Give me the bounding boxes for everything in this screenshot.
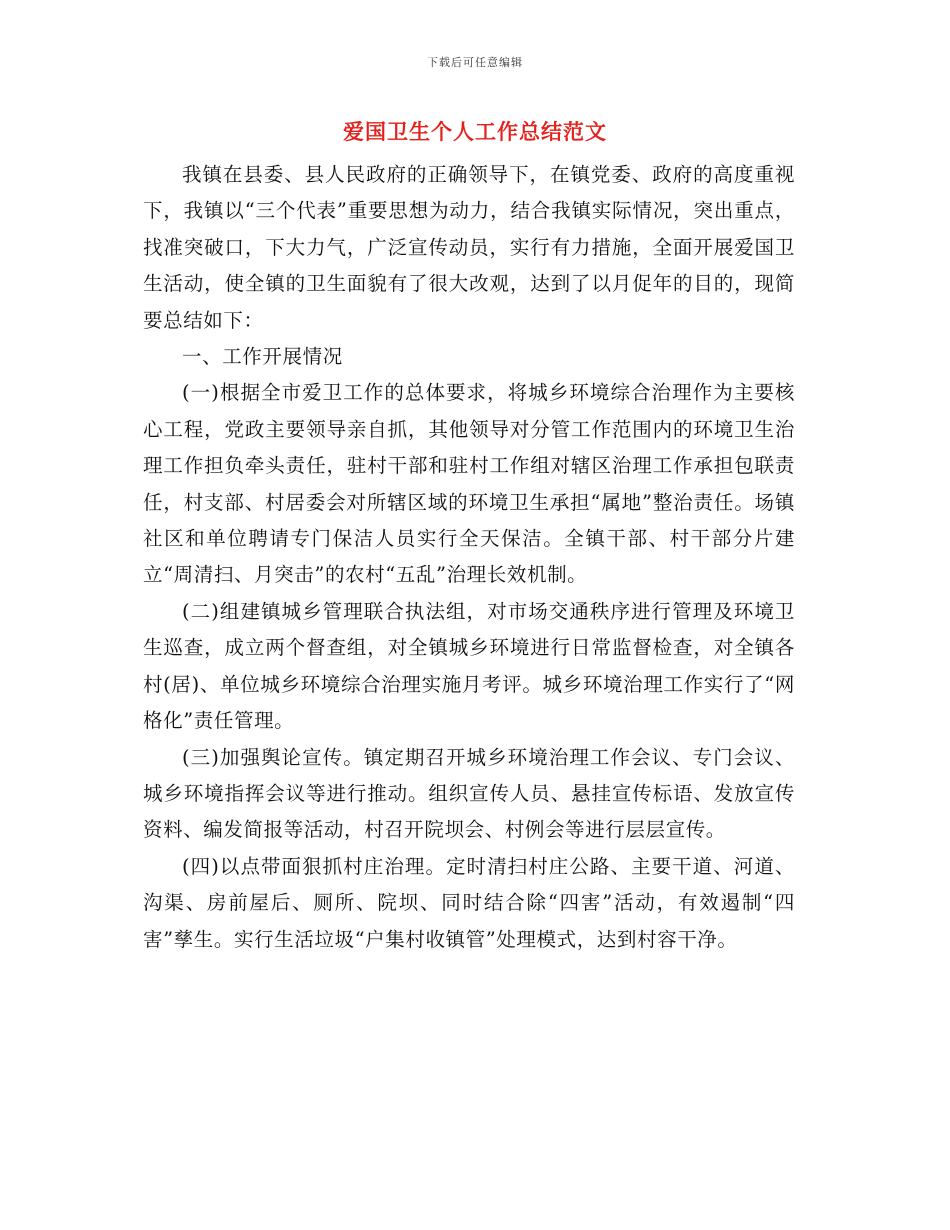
paragraph-item-3: (三)加强舆论宣传。镇定期召开城乡环境治理工作会议、专门会议、城乡环境指挥会议等进行推动。组织宣传人员、悬挂宣传标语、发放宣传资料、编发简报等活动，村召开院坝会、村例会等进行层层宣传。 — [143, 745, 795, 842]
header-note: 下载后可任意编辑 — [427, 56, 523, 69]
document-title: 爱国卫生个人工作总结范文 — [343, 119, 607, 144]
paragraph-intro: 我镇在县委、县人民政府的正确领导下，在镇党委、政府的高度重视下，我镇以“三个代表”重要思想为动力，结合我镇实际情况，突出重点，找准突破口，下大力气，广泛宣传动员，实行有力措施，全面开展爱国卫生活动，使全镇的卫生面貌有了很大改观，达到了以月促年的目的，现简要总结如下： — [143, 163, 795, 332]
paragraph-item-4: (四)以点带面狠抓村庄治理。定时清扫村庄公路、主要干道、河道、沟渠、房前屋后、厕所、院坝、同时结合除“四害”活动，有效遏制“四害”孳生。实行生活垃圾“户集村收镇管”处理模式，达到村容干净。 — [143, 854, 795, 951]
document-body — [143, 157, 795, 958]
paragraph-item-1: (一)根据全市爱卫工作的总体要求，将城乡环境综合治理作为主要核心工程，党政主要领导亲自抓，其他领导对分管工作范围内的环境卫生治理工作担负牵头责任，驻村干部和驻村工作组对辖区治理工作承担包联责任，村支部、村居委会对所辖区域的环境卫生承担“属地”整治责任。场镇社区和单位聘请专门保洁人员实行全天保洁。全镇干部、村干部分片建立“周清扫、月突击”的农村“五乱”治理长效机制。 — [143, 381, 795, 587]
section-heading: 一、工作开展情况 — [182, 345, 343, 369]
paragraph-item-2: (二)组建镇城乡管理联合执法组，对市场交通秩序进行管理及环境卫生巡查，成立两个督查组，对全镇城乡环境进行日常监督检查，对全镇各村(居)、单位城乡环境综合治理实施月考评。城乡环境治理工作实行了“网格化”责任管理。 — [143, 599, 795, 733]
